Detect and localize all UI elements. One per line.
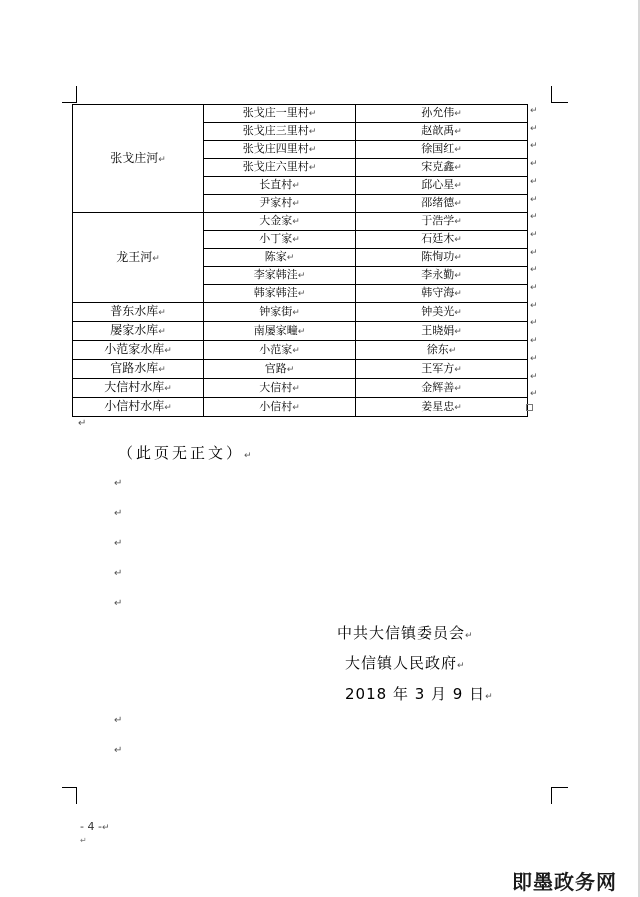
village-cell: 张戈庄一里村↵	[204, 105, 356, 123]
paragraph-mark: ↵	[78, 418, 87, 429]
paragraph-mark: ↵	[114, 478, 123, 489]
row-end-mark: ↵	[530, 336, 538, 347]
river-cell: 普东水库↵	[73, 303, 204, 322]
row-end-mark: ↵	[530, 194, 538, 205]
person-cell: 李永勤↵	[356, 267, 528, 285]
river-cell: 龙王河↵	[73, 213, 204, 303]
person-cell: 钟美光↵	[356, 303, 528, 322]
person-cell: 宋克鑫↵	[356, 159, 528, 177]
paragraph-mark: ↵	[114, 538, 123, 549]
person-cell: 邱心星↵	[356, 177, 528, 195]
person-cell: 陈恂功↵	[356, 249, 528, 267]
row-end-mark: ↵	[530, 318, 538, 329]
river-cell: 大信村水库↵	[73, 379, 204, 398]
village-cell: 张戈庄六里村↵	[204, 159, 356, 177]
river-cell: 官路水库↵	[73, 360, 204, 379]
village-cell: 张戈庄三里村↵	[204, 123, 356, 141]
person-cell: 姜星忠↵	[356, 398, 528, 417]
crop-mark-top-left	[62, 86, 77, 103]
row-end-mark: ↵	[530, 229, 538, 240]
row-end-mark: ↵	[530, 265, 538, 276]
person-cell: 王晓娟↵	[356, 322, 528, 341]
signature-government: 大信镇人民政府↵	[345, 654, 466, 672]
signature-party-committee: 中共大信镇委员会↵	[337, 624, 474, 642]
responsibility-table	[72, 104, 528, 417]
person-cell: 于浩学↵	[356, 213, 528, 231]
river-cell: 张戈庄河↵	[73, 105, 204, 213]
no-text-note: （此页无正文）↵	[118, 444, 255, 462]
person-cell: 邵绪德↵	[356, 195, 528, 213]
paragraph-mark: ↵	[114, 598, 123, 609]
person-cell: 石廷木↵	[356, 231, 528, 249]
table-row	[73, 398, 528, 417]
crop-mark-bottom-right	[551, 787, 568, 804]
table-row	[73, 360, 528, 379]
row-end-mark: ↵	[530, 159, 538, 170]
row-end-mark: ↵	[530, 123, 538, 134]
village-cell: 南屡家疃↵	[204, 322, 356, 341]
table-row	[73, 303, 528, 322]
paragraph-mark: ↵	[114, 508, 123, 519]
person-cell: 王军方↵	[356, 360, 528, 379]
village-cell: 陈家↵	[204, 249, 356, 267]
table-row	[73, 105, 528, 123]
crop-mark-bottom-left	[62, 787, 77, 804]
paragraph-mark: ↵	[114, 568, 123, 579]
person-cell: 赵歆禹↵	[356, 123, 528, 141]
row-end-mark: ↵	[530, 141, 538, 152]
village-cell: 长直村↵	[204, 177, 356, 195]
table-row	[73, 341, 528, 360]
table-row	[73, 213, 528, 231]
row-end-mark: ↵	[530, 212, 538, 223]
river-cell: 小信村水库↵	[73, 398, 204, 417]
village-cell: 小范家↵	[204, 341, 356, 360]
village-cell: 大金家↵	[204, 213, 356, 231]
village-cell: 张戈庄四里村↵	[204, 141, 356, 159]
village-cell: 大信村↵	[204, 379, 356, 398]
paragraph-mark: ↵	[114, 745, 123, 756]
table-row	[73, 379, 528, 398]
person-cell: 徐国红↵	[356, 141, 528, 159]
person-cell: 韩守海↵	[356, 285, 528, 303]
paragraph-mark-small: ↵	[80, 836, 87, 845]
page-number: - 4 -↵	[80, 820, 110, 833]
village-cell: 钟家街↵	[204, 303, 356, 322]
paragraph-mark: ↵	[114, 715, 123, 726]
row-end-mark: ↵	[530, 247, 538, 258]
crop-mark-top-right	[551, 86, 568, 103]
village-cell: 小信村↵	[204, 398, 356, 417]
row-end-mark: ↵	[530, 283, 538, 293]
site-watermark: 即墨政务网	[512, 870, 617, 894]
village-cell: 李家韩洼↵	[204, 267, 356, 285]
row-end-mark: ↵	[530, 300, 538, 311]
row-end-mark: ↵	[530, 106, 538, 116]
row-end-mark: ↵	[530, 353, 538, 364]
row-end-mark: ↵	[530, 176, 538, 187]
row-end-mark: ↵	[530, 389, 538, 400]
table-end-marker	[526, 404, 533, 411]
river-cell: 小范家水库↵	[73, 341, 204, 360]
person-cell: 徐东↵	[356, 341, 528, 360]
table-row	[73, 322, 528, 341]
person-cell: 金辉善↵	[356, 379, 528, 398]
village-cell: 尹家村↵	[204, 195, 356, 213]
signature-date: 2018 年 3 月 9 日↵	[345, 685, 494, 703]
river-cell: 屡家水库↵	[73, 322, 204, 341]
person-cell: 孙允伟↵	[356, 105, 528, 123]
village-cell: 官路↵	[204, 360, 356, 379]
row-end-mark: ↵	[530, 371, 538, 382]
village-cell: 韩家韩洼↵	[204, 285, 356, 303]
village-cell: 小丁家↵	[204, 231, 356, 249]
